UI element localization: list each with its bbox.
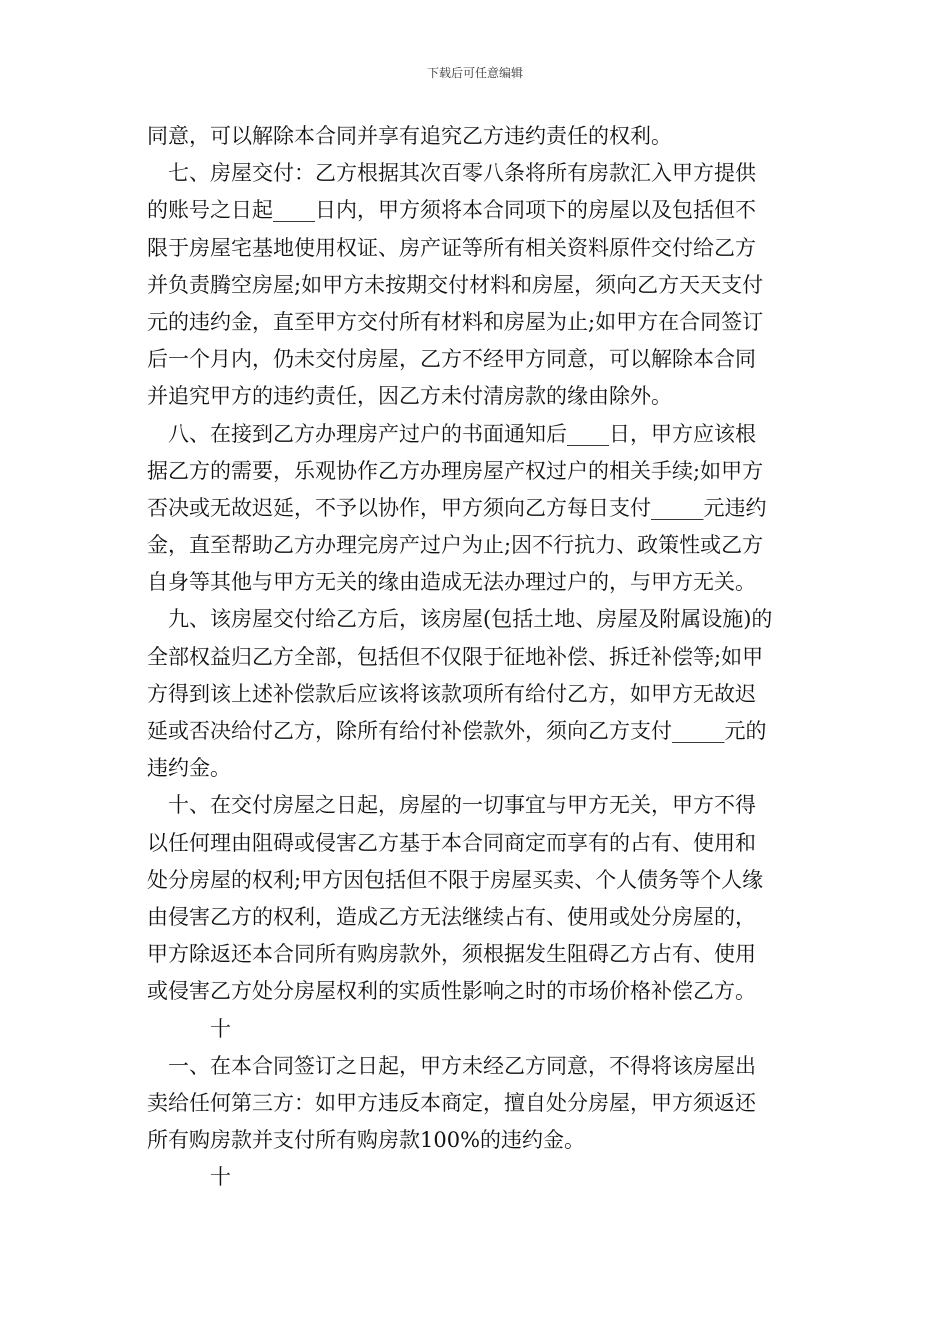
text-line: 方得到该上述补偿款后应该将该款项所有给付乙方，如甲方无故迟 <box>147 681 756 706</box>
text-line: 自身等其他与甲方无关的缘由造成无法办理过户的，与甲方无关。 <box>147 570 756 595</box>
text-line: 一、在本合同签订之日起，甲方未经乙方同意，不得将该房屋出 <box>168 1053 756 1078</box>
text-line: 十 <box>210 1016 231 1041</box>
text-line: 九、该房屋交付给乙方后，该房屋(包括土地、房屋及附属设施)的 <box>168 607 773 632</box>
text-line: 否决或无故迟延，不予以协作，甲方须向乙方每日支付_____元违约 <box>147 495 767 520</box>
text-line: 或侵害乙方处分房屋权利的实质性影响之时的市场价格补偿乙方。 <box>147 979 756 1004</box>
text-line: 金，直至帮助乙方办理完房产过户为止;因不行抗力、政策性或乙方 <box>147 533 764 558</box>
text-line: 后一个月内，仍未交付房屋，乙方不经甲方同意，可以解除本合同 <box>147 347 756 372</box>
text-line: 处分房屋的权利;甲方因包括但不限于房屋买卖、个人债务等个人缘 <box>147 867 764 892</box>
text-line: 八、在接到乙方办理房产过户的书面通知后____日，甲方应该根 <box>168 421 756 446</box>
text-line: 违约金。 <box>147 756 231 781</box>
text-line: 据乙方的需要，乐观协作乙方办理房屋产权过户的相关手续;如甲方 <box>147 458 764 483</box>
text-line: 限于房屋宅基地使用权证、房产证等所有相关资料原件交付给乙方 <box>147 235 756 260</box>
page-header: 下载后可任意编辑 <box>426 66 523 80</box>
text-line: 以任何理由阻碍或侵害乙方基于本合同商定而享有的占有、使用和 <box>147 830 756 855</box>
text-line: 七、房屋交付：乙方根据其次百零八条将所有房款汇入甲方提供 <box>168 161 756 186</box>
text-line: 卖给任何第三方：如甲方违反本商定，擅自处分房屋，甲方须返还 <box>147 1090 756 1115</box>
text-line: 延或否决给付乙方，除所有给付补偿款外，须向乙方支付_____元的 <box>147 719 767 743</box>
text-line: 元的违约金，直至甲方交付所有材料和房屋为止;如甲方在合同签订 <box>147 309 764 334</box>
text-line: 十 <box>210 1165 231 1190</box>
text-line: 全部权益归乙方全部，包括但不仅限于征地补偿、拆迁补偿等;如甲 <box>147 644 764 669</box>
text-line: 同意，可以解除本合同并享有追究乙方违约责任的权利。 <box>147 124 672 148</box>
text-line: 的账号之日起____日内，甲方须将本合同项下的房屋以及包括但不 <box>147 198 756 223</box>
text-line: 由侵害乙方的权利，造成乙方无法继续占有、使用或处分房屋的， <box>147 904 756 929</box>
text-line: 十、在交付房屋之日起，房屋的一切事宜与甲方无关，甲方不得 <box>168 793 756 818</box>
text-line: 所有购房款并支付所有购房款100%的违约金。 <box>147 1128 586 1153</box>
text-line: 并负责腾空房屋;如甲方未按期交付材料和房屋，须向乙方天天支付 <box>147 272 764 297</box>
text-line: 甲方除返还本合同所有购房款外，须根据发生阻碍乙方占有、使用 <box>147 942 756 967</box>
text-line: 并追究甲方的违约责任，因乙方未付清房款的缘由除外。 <box>147 384 672 409</box>
document-body <box>147 118 809 1196</box>
